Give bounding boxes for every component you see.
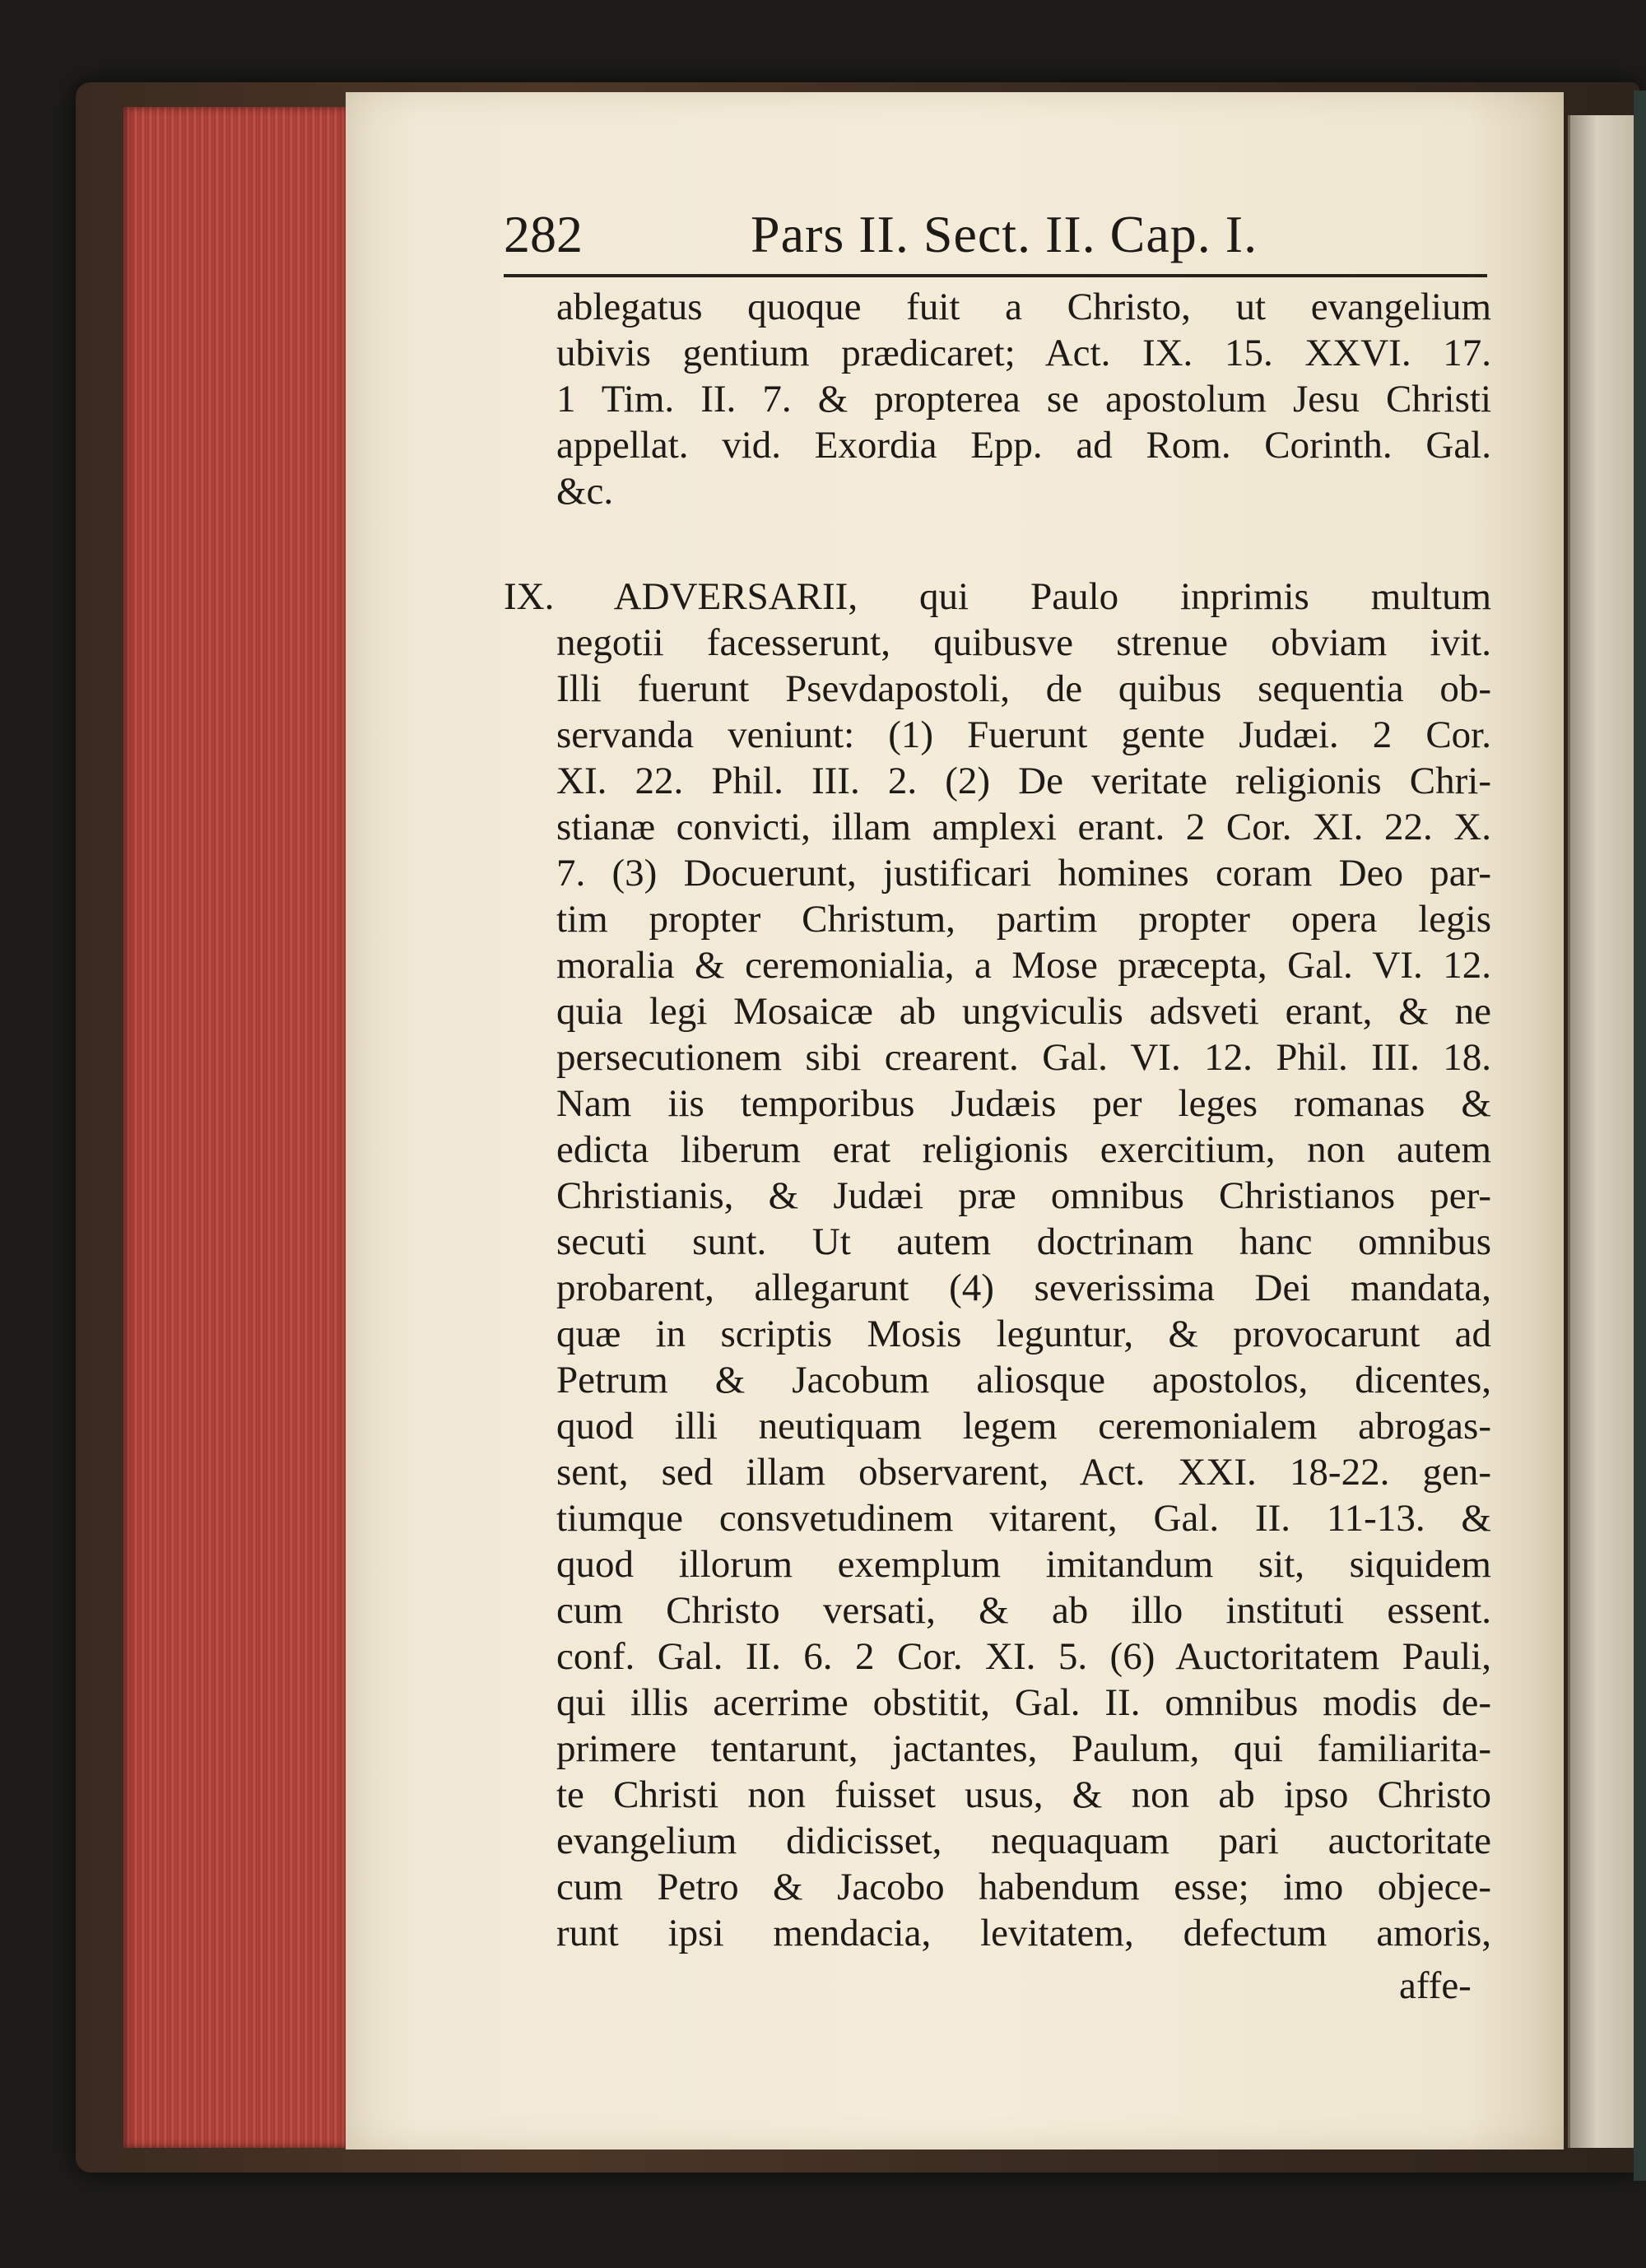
text-line: Petrum & Jacobum aliosque apostolos, dicentes, (556, 1359, 1491, 1401)
text-line: te Christi non fuisset usus, & non ab ipso Christo (556, 1773, 1491, 1816)
paragraph-gap (504, 514, 1491, 574)
text-line: XI. 22. Phil. III. 2. (2) De veritate religionis Chri- (556, 760, 1491, 802)
text-line: tim propter Christum, partim propter opera legis (556, 898, 1491, 941)
running-head (504, 202, 1491, 267)
text-line: qui illis acerrime obstitit, Gal. II. omnibus modis de- (556, 1681, 1491, 1724)
catchword: affe- (1399, 1964, 1472, 2007)
text-line: evangelium didicisset, nequaquam pari auctoritate (556, 1820, 1491, 1862)
text-line: Christianis, & Judæi præ omnibus Christianos per- (556, 1174, 1491, 1217)
text-line: quæ in scriptis Mosis leguntur, & provocarunt ad (556, 1313, 1491, 1355)
text-line: persecutionem sibi crearent. Gal. VI. 12. Phil. III. 18. (556, 1036, 1491, 1079)
body-text (504, 284, 1491, 1956)
text-line: ablegatus quoque fuit a Christo, ut evangelium (556, 286, 1491, 328)
facing-page-edge (1568, 115, 1636, 2148)
section-heading-line: IX. ADVERSARII, qui Paulo inprimis multum (504, 575, 1491, 618)
text-line: edicta liberum erat religionis exercitium, non autem (556, 1128, 1491, 1171)
text-line: appellat. vid. Exordia Epp. ad Rom. Corinth. Gal. (556, 424, 1491, 467)
spine-cloth (1634, 91, 1646, 2181)
text-line: &c. (556, 470, 614, 513)
text-line: runt ipsi mendacia, levitatem, defectum amoris, (556, 1912, 1491, 1954)
text-line: quia legi Mosaicæ ab ungviculis adsveti erant, & ne (556, 990, 1491, 1033)
chapter-title: Pars II. Sect. II. Cap. I. (751, 205, 1258, 263)
text-line: servanda veniunt: (1) Fuerunt gente Judæi. 2 Cor. (556, 713, 1491, 756)
header-rule (504, 274, 1487, 277)
text-line: probarent, allegarunt (4) severissima Dei mandata, (556, 1266, 1491, 1309)
text-line: cum Christo versati, & ab illo instituti essent. (556, 1589, 1491, 1632)
text-line: cum Petro & Jacobo habendum esse; imo objece- (556, 1866, 1491, 1908)
page-fore-edge (123, 107, 350, 2148)
text-line: conf. Gal. II. 6. 2 Cor. XI. 5. (6) Auctoritatem Pauli, (556, 1635, 1491, 1678)
text-line: stianæ convicti, illam amplexi erant. 2 Cor. XI. 22. X. (556, 806, 1491, 848)
text-line: Illi fuerunt Psevdapostoli, de quibus sequentia ob- (556, 667, 1491, 710)
text-line: negotii facesserunt, quibusve strenue obviam ivit. (556, 621, 1491, 664)
text-line: Nam iis temporibus Judæis per leges romanas & (556, 1082, 1491, 1125)
text-line: sent, sed illam observarent, Act. XXI. 18-22. gen- (556, 1451, 1491, 1494)
text-line: quod illorum exemplum imitandum sit, siquidem (556, 1543, 1491, 1586)
text-line: secuti sunt. Ut autem doctrinam hanc omnibus (556, 1220, 1491, 1263)
text-line: quod illi neutiquam legem ceremonialem abrogas- (556, 1405, 1491, 1448)
page-number: 282 (504, 205, 583, 263)
text-line: primere tentarunt, jactantes, Paulum, qui familiarita- (556, 1727, 1491, 1770)
text-line: ubivis gentium prædicaret; Act. IX. 15. XXVI. 17. (556, 332, 1491, 374)
text-line: 1 Tim. II. 7. & propterea se apostolum Jesu Christi (556, 378, 1491, 421)
text-line: 7. (3) Docuerunt, justificari homines coram Deo par- (556, 852, 1491, 895)
text-line: moralia & ceremonialia, a Mose præcepta, Gal. VI. 12. (556, 944, 1491, 987)
text-line: tiumque consvetudinem vitarent, Gal. II. 11-13. & (556, 1497, 1491, 1540)
